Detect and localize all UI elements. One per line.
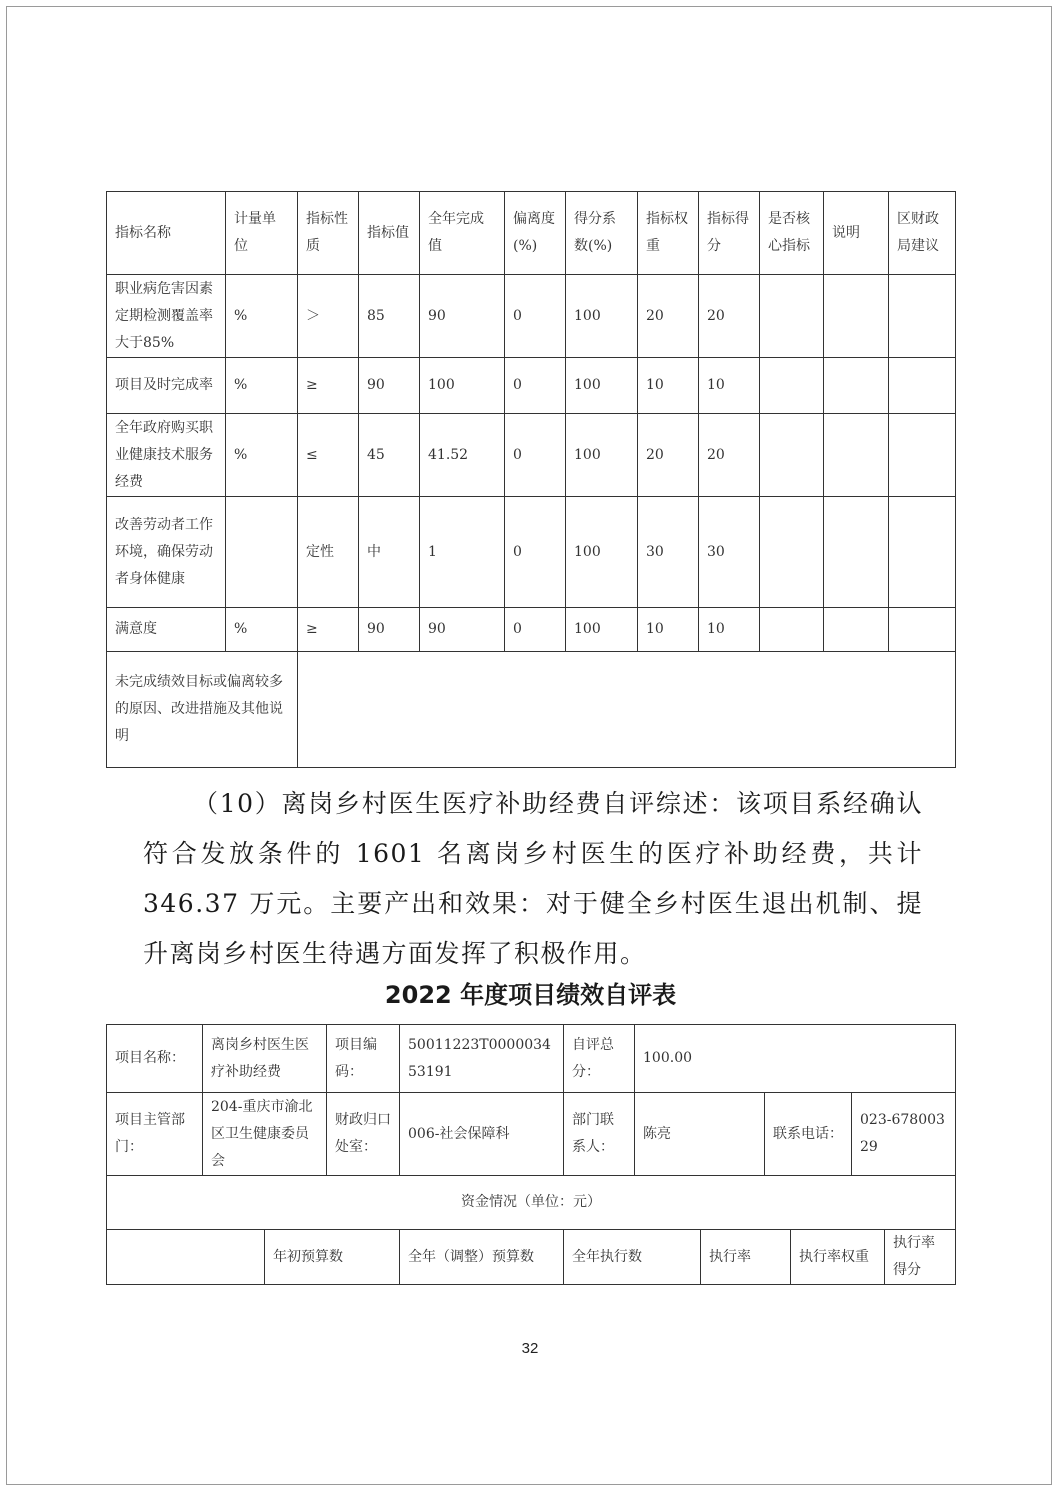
header-cell: 得分系数(%) [566, 192, 638, 275]
table-cell: 100 [566, 414, 638, 497]
contact-value: 陈亮 [635, 1093, 765, 1176]
table-cell: 85 [359, 275, 420, 358]
table-cell: 90 [420, 608, 505, 652]
notes-row [107, 652, 956, 768]
form-row-funds-headers [107, 1230, 956, 1285]
header-cell: 指标值 [359, 192, 420, 275]
table-cell: ≥ [298, 358, 359, 414]
table-cell: 满意度 [107, 608, 226, 652]
department-value: 204-重庆市渝北区卫生健康委员会 [203, 1093, 327, 1176]
table-cell [824, 414, 889, 497]
table-row [107, 275, 956, 358]
summary-text: （10）离岗乡村医生医疗补助经费自评综述：该项目系经确认符合发放条件的 1601 名离岗乡村医生的医疗补助经费，共计 346.37 万元。主要产出和效果：对于健全乡村医生退出机制、提升离岗乡村医生待遇方面发挥了积极作用。 [143, 789, 923, 968]
summary-paragraph [143, 779, 923, 979]
header-cell: 偏离度(%) [505, 192, 566, 275]
table-cell [824, 608, 889, 652]
table-cell: 20 [638, 414, 699, 497]
table-cell: 中 [359, 497, 420, 608]
table-cell [226, 497, 298, 608]
notes-label: 未完成绩效目标或偏离较多的原因、改进措施及其他说明 [107, 652, 298, 768]
table-cell [760, 608, 824, 652]
table-cell: 改善劳动者工作环境，确保劳动者身体健康 [107, 497, 226, 608]
table-cell: 41.52 [420, 414, 505, 497]
table-cell: 100 [566, 608, 638, 652]
table-cell: 1 [420, 497, 505, 608]
table-cell [824, 358, 889, 414]
table-cell [889, 414, 956, 497]
department-label: 项目主管部门： [107, 1093, 203, 1176]
header-cell: 说明 [824, 192, 889, 275]
table-cell: % [226, 414, 298, 497]
table-cell: 30 [699, 497, 760, 608]
project-code-value: 50011223T000003453191 [400, 1025, 564, 1093]
table-cell: 0 [505, 358, 566, 414]
table-cell: ≥ [298, 608, 359, 652]
table-cell: 100 [566, 275, 638, 358]
table-cell: 定性 [298, 497, 359, 608]
funds-header-cell: 执行率 [701, 1230, 791, 1285]
self-evaluation-form [106, 1024, 956, 1285]
table-cell: 10 [638, 608, 699, 652]
table-cell: 职业病危害因素定期检测覆盖率大于85% [107, 275, 226, 358]
self-score-label: 自评总分： [564, 1025, 635, 1093]
table-cell: 90 [420, 275, 505, 358]
funds-header-cell: 年初预算数 [265, 1230, 400, 1285]
table-row [107, 358, 956, 414]
table-cell: % [226, 358, 298, 414]
header-cell: 指标性质 [298, 192, 359, 275]
funds-title: 资金情况（单位：元） [107, 1176, 956, 1230]
table-cell: 0 [505, 497, 566, 608]
form-row-department [107, 1093, 956, 1176]
table-cell: 100 [566, 358, 638, 414]
table-cell: % [226, 608, 298, 652]
header-cell: 计量单位 [226, 192, 298, 275]
project-name-label: 项目名称： [107, 1025, 203, 1093]
table-cell [889, 275, 956, 358]
table-cell: 100 [420, 358, 505, 414]
table-row [107, 608, 956, 652]
table-header-row [107, 192, 956, 275]
table-cell [760, 275, 824, 358]
project-code-label: 项目编码： [327, 1025, 400, 1093]
table-cell: 10 [699, 358, 760, 414]
table-cell [824, 497, 889, 608]
funds-header-cell [107, 1230, 265, 1285]
table-cell: 45 [359, 414, 420, 497]
project-name-value: 离岗乡村医生医疗补助经费 [203, 1025, 327, 1093]
funds-header-cell: 执行率得分 [885, 1230, 956, 1285]
table-cell [889, 497, 956, 608]
contact-label: 部门联系人： [564, 1093, 635, 1176]
table-cell: 20 [699, 414, 760, 497]
funds-header-cell: 全年执行数 [564, 1230, 701, 1285]
table-cell: % [226, 275, 298, 358]
form-title: 2022 年度项目绩效自评表 [384, 981, 677, 1009]
form-row-project [107, 1025, 956, 1093]
table-cell: 90 [359, 358, 420, 414]
form-row-funds-title [107, 1176, 956, 1230]
table-cell [889, 358, 956, 414]
table-cell: 30 [638, 497, 699, 608]
table-cell: ≤ [298, 414, 359, 497]
table-cell: 100 [566, 497, 638, 608]
table-row [107, 414, 956, 497]
header-cell: 全年完成值 [420, 192, 505, 275]
phone-value: 023-67800329 [852, 1093, 956, 1176]
table-cell: 全年政府购买职业健康技术服务经费 [107, 414, 226, 497]
finance-office-value: 006-社会保障科 [400, 1093, 564, 1176]
table-cell: 20 [699, 275, 760, 358]
funds-header-cell: 执行率权重 [791, 1230, 885, 1285]
header-cell: 区财政局建议 [889, 192, 956, 275]
table-cell: 项目及时完成率 [107, 358, 226, 414]
phone-label: 联系电话： [765, 1093, 852, 1176]
page-number: 32 [521, 1340, 539, 1357]
table-cell: 20 [638, 275, 699, 358]
table-cell: 0 [505, 608, 566, 652]
table-cell: 10 [638, 358, 699, 414]
table-cell [760, 358, 824, 414]
header-cell: 指标名称 [107, 192, 226, 275]
table-cell [760, 497, 824, 608]
table-cell: 0 [505, 275, 566, 358]
self-score-value: 100.00 [635, 1025, 956, 1093]
table-cell [824, 275, 889, 358]
table-cell: 0 [505, 414, 566, 497]
header-cell: 指标权重 [638, 192, 699, 275]
indicator-table [106, 191, 956, 768]
table-cell: 90 [359, 608, 420, 652]
header-cell: 是否核心指标 [760, 192, 824, 275]
funds-header-cell: 全年（调整）预算数 [400, 1230, 564, 1285]
table-cell: 10 [699, 608, 760, 652]
finance-office-label: 财政归口处室： [327, 1093, 400, 1176]
table-cell [760, 414, 824, 497]
table-cell [889, 608, 956, 652]
header-cell: 指标得分 [699, 192, 760, 275]
table-row [107, 497, 956, 608]
table-cell: ＞ [298, 275, 359, 358]
notes-value [298, 652, 956, 768]
